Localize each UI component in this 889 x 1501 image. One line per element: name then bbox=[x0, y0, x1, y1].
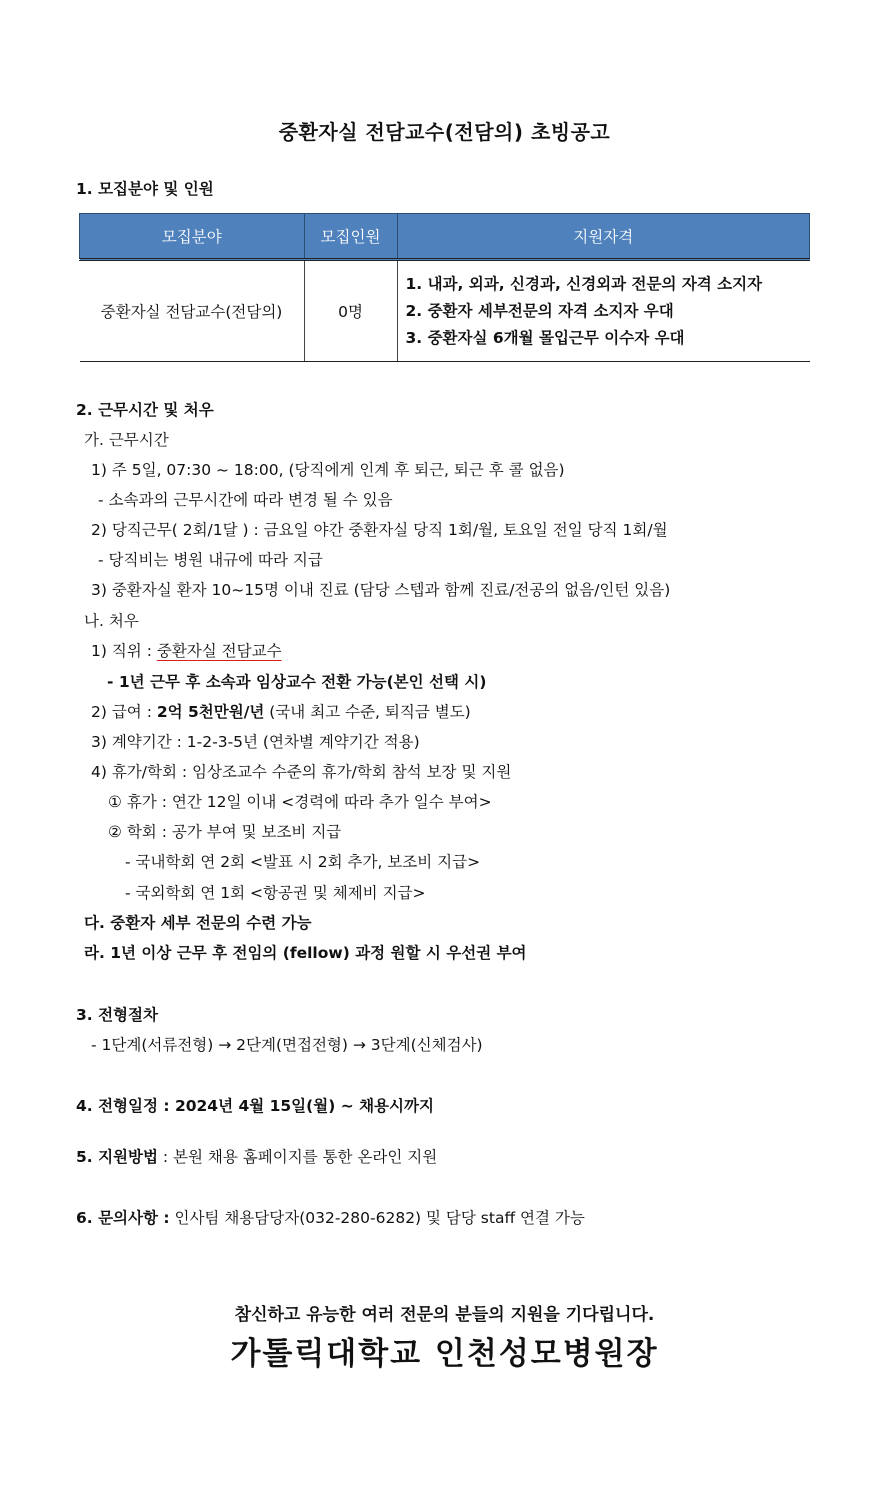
salary-item bbox=[91, 700, 471, 722]
column-header-qualifications: 지원자격 bbox=[397, 214, 810, 260]
selection-steps: - 1단계(서류전형) → 2단계(면접전형) → 3단계(신체검사) bbox=[91, 1036, 483, 1054]
contract-item: 3) 계약기간 : 1-2-3-5년 (연차별 계약기간 적용) bbox=[91, 733, 420, 751]
subsection-benefits: 나. 처우 bbox=[84, 612, 139, 630]
work-hours-item: 1) 주 5일, 07:30 ~ 18:00, (당직에게 인계 후 퇴근, 퇴근 후 콜 없음) bbox=[91, 461, 565, 479]
salary-label: 2) 급여 : bbox=[91, 703, 157, 721]
cell-qualifications bbox=[397, 260, 810, 362]
position-item bbox=[91, 639, 282, 661]
domestic-conference-item: - 국내학회 연 2회 <발표 시 2회 추가, 보조비 지급> bbox=[125, 853, 481, 871]
qualification-item: 1. 내과, 외과, 신경과, 신경외과 전문의 자격 소지자 bbox=[405, 274, 763, 293]
section-2-heading: 2. 근무시간 및 처우 bbox=[76, 401, 214, 419]
subsection-training: 다. 중환자 세부 전문의 수련 가능 bbox=[84, 914, 312, 932]
page-title: 중환자실 전담교수(전담의) 초빙공고 bbox=[278, 120, 611, 144]
position-note: - 1년 근무 후 소속과 임상교수 전환 가능(본인 선택 시) bbox=[107, 673, 487, 691]
salary-value: 2억 5천만원/년 bbox=[156, 703, 265, 721]
column-header-field: 모집분야 bbox=[80, 214, 305, 260]
closing-message: 참신하고 유능한 여러 전문의 분들의 지원을 기다립니다. bbox=[234, 1305, 655, 1325]
position-label: 1) 직위 : bbox=[91, 642, 157, 660]
work-hours-note: - 소속과의 근무시간에 따라 변경 될 수 있음 bbox=[98, 491, 393, 509]
section-6 bbox=[76, 1206, 585, 1228]
patient-load-item: 3) 중환자실 환자 10~15명 이내 진료 (담당 스텝과 함께 진료/전공의 없음/인턴 있음) bbox=[91, 581, 671, 599]
salary-rest: (국내 최고 수준, 퇴직금 별도) bbox=[264, 703, 471, 721]
cell-field: 중환자실 전담교수(전담의) bbox=[80, 260, 305, 362]
section-6-text: 인사팀 채용담당자(032-280-6282) 및 담당 staff 연결 가능 bbox=[169, 1209, 585, 1227]
duty-note: - 당직비는 병원 내규에 따라 지급 bbox=[98, 551, 323, 569]
qualification-item: 2. 중환자 세부전문의 자격 소지자 우대 bbox=[405, 301, 674, 320]
table-row bbox=[80, 260, 810, 362]
section-6-heading: 6. 문의사항 : bbox=[76, 1209, 170, 1227]
position-value: 중환자실 전담교수 bbox=[156, 642, 282, 660]
conference-item: ② 학회 : 공가 부여 및 보조비 지급 bbox=[108, 823, 342, 841]
subsection-fellow: 라. 1년 이상 근무 후 전임의 (fellow) 과정 원할 시 우선권 부여 bbox=[84, 944, 527, 962]
column-header-count: 모집인원 bbox=[304, 214, 397, 260]
cell-count: 0명 bbox=[304, 260, 397, 362]
recruitment-table bbox=[79, 213, 810, 362]
section-1-heading: 1. 모집분야 및 인원 bbox=[76, 180, 214, 198]
section-5-text: : 본원 채용 홈페이지를 통한 온라인 지원 bbox=[157, 1148, 438, 1166]
subsection-work-hours: 가. 근무시간 bbox=[84, 431, 169, 449]
duty-item: 2) 당직근무( 2회/1달 ) : 금요일 야간 중환자실 당직 1회/월, 토요일 전일 당직 1회/월 bbox=[91, 521, 668, 539]
section-5-heading: 5. 지원방법 bbox=[76, 1148, 158, 1166]
section-5 bbox=[76, 1145, 437, 1167]
signature: 가톨릭대학교 인천성모병원장 bbox=[230, 1336, 659, 1372]
table-header-row bbox=[80, 214, 810, 260]
leave-conference-item: 4) 휴가/학회 : 임상조교수 수준의 휴가/학회 참석 보장 및 지원 bbox=[91, 763, 512, 781]
section-3-heading: 3. 전형절차 bbox=[76, 1006, 158, 1024]
leave-item: ① 휴가 : 연간 12일 이내 <경력에 따라 추가 일수 부여> bbox=[108, 793, 492, 811]
section-4-heading: 4. 전형일정 : 2024년 4월 15일(월) ~ 채용시까지 bbox=[76, 1097, 434, 1115]
overseas-conference-item: - 국외학회 연 1회 <항공권 및 체제비 지급> bbox=[125, 884, 426, 902]
qualification-item: 3. 중환자실 6개월 몰입근무 이수자 우대 bbox=[405, 328, 685, 347]
